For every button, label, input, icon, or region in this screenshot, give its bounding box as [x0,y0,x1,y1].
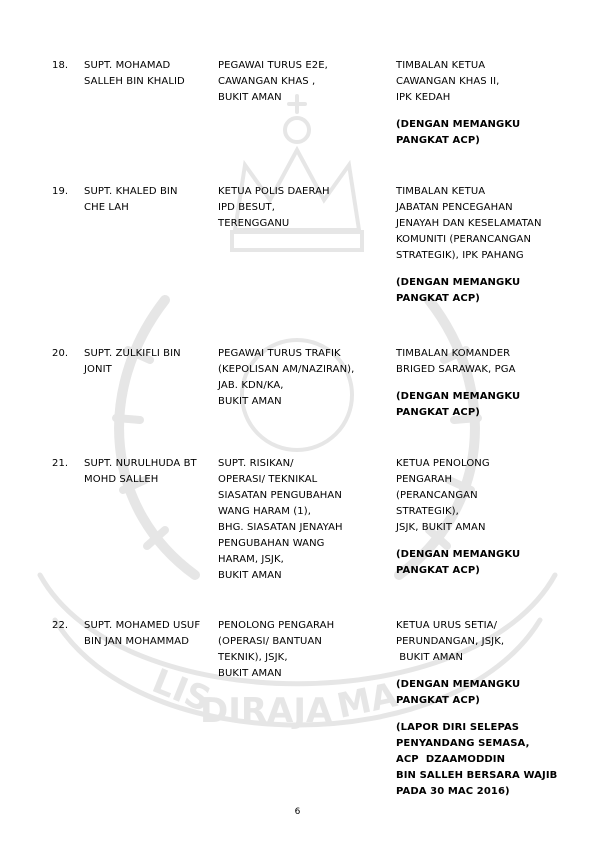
entry-number: 18. [52,60,69,71]
entry-number: 21. [52,458,69,469]
current-post: PEGAWAI TURUS E2E, CAWANGAN KHAS , BUKIT AMAN [218,60,328,103]
current-post: SUPT. RISIKAN/ OPERASI/ TEKNIKAL SIASATAN PENGUBAHAN WANG HARAM (1), BHG. SIASATAN JENAYAH PENGUBAHAN WANG HARAM, JSJK, BUKIT AMAN [218,458,343,581]
officer-name: SUPT. KHALED BIN CHE LAH [84,186,178,213]
svg-text:MA: MA [333,675,401,727]
new-post: KETUA PENOLONG PENGARAH (PERANCANGAN STRATEGIK), JSJK, BUKIT AMAN (DENGAN MEMANGKU PANGKAT ACP) [396,456,520,579]
officer-name: SUPT. ZULKIFLI BIN JONIT [84,348,181,375]
acting-rank-note: (DENGAN MEMANGKU PANGKAT ACP) [396,277,521,304]
acting-rank-note: (DENGAN MEMANGKU PANGKAT ACP) [396,391,521,418]
new-post: KETUA URUS SETIA/ PERUNDANGAN, JSJK, BUKIT AMAN (DENGAN MEMANGKU PANGKAT ACP) (LAPOR DIRI SELEPAS PENYANDANG SEMASA, ACP DZAAMODDIN BIN SALLEH BERSARA WAJIB PADA 30 MAC 2016) [396,618,557,800]
new-post: TIMBALAN KOMANDER BRIGED SARAWAK, PGA (DENGAN MEMANGKU PANGKAT ACP) [396,346,520,421]
svg-text:DIRAJA: DIRAJA [200,691,333,731]
acting-rank-note: (DENGAN MEMANGKU PANGKAT ACP) [396,119,521,146]
officer-name: SUPT. NURULHUDA BT MOHD SALLEH [84,458,197,485]
acting-rank-note: (DENGAN MEMANGKU PANGKAT ACP) [396,679,521,706]
entry-number: 20. [52,348,69,359]
current-post: KETUA POLIS DAERAH IPD BESUT, TERENGGANU [218,186,330,229]
officer-name: SUPT. MOHAMAD SALLEH BIN KHALID [84,60,185,87]
entry-number: 22. [52,620,69,631]
entry-number: 19. [52,186,69,197]
acting-rank-note: (DENGAN MEMANGKU PANGKAT ACP) [396,549,521,576]
current-post: PENOLONG PENGARAH (OPERASI/ BANTUAN TEKNIK), JSJK, BUKIT AMAN [218,620,335,679]
new-post: TIMBALAN KETUA JABATAN PENCEGAHAN JENAYAH DAN KESELAMATAN KOMUNITI (PERANCANGAN STRATEGIK), IPK PAHANG (DENGAN MEMANGKU PANGKAT ACP) [396,184,542,307]
reporting-note: (LAPOR DIRI SELEPAS PENYANDANG SEMASA, ACP DZAAMODDIN BIN SALLEH BERSARA WAJIB PADA 30 MAC 2016) [396,722,558,797]
current-post: PEGAWAI TURUS TRAFIK (KEPOLISAN AM/NAZIRAN), JAB. KDN/KA, BUKIT AMAN [218,348,355,407]
svg-text:LIS: LIS [146,661,217,721]
new-post: TIMBALAN KETUA CAWANGAN KHAS II, IPK KEDAH (DENGAN MEMANGKU PANGKAT ACP) [396,58,520,149]
page-number: 6 [294,807,301,817]
officer-name: SUPT. MOHAMED USUF BIN JAN MOHAMMAD [84,620,201,647]
